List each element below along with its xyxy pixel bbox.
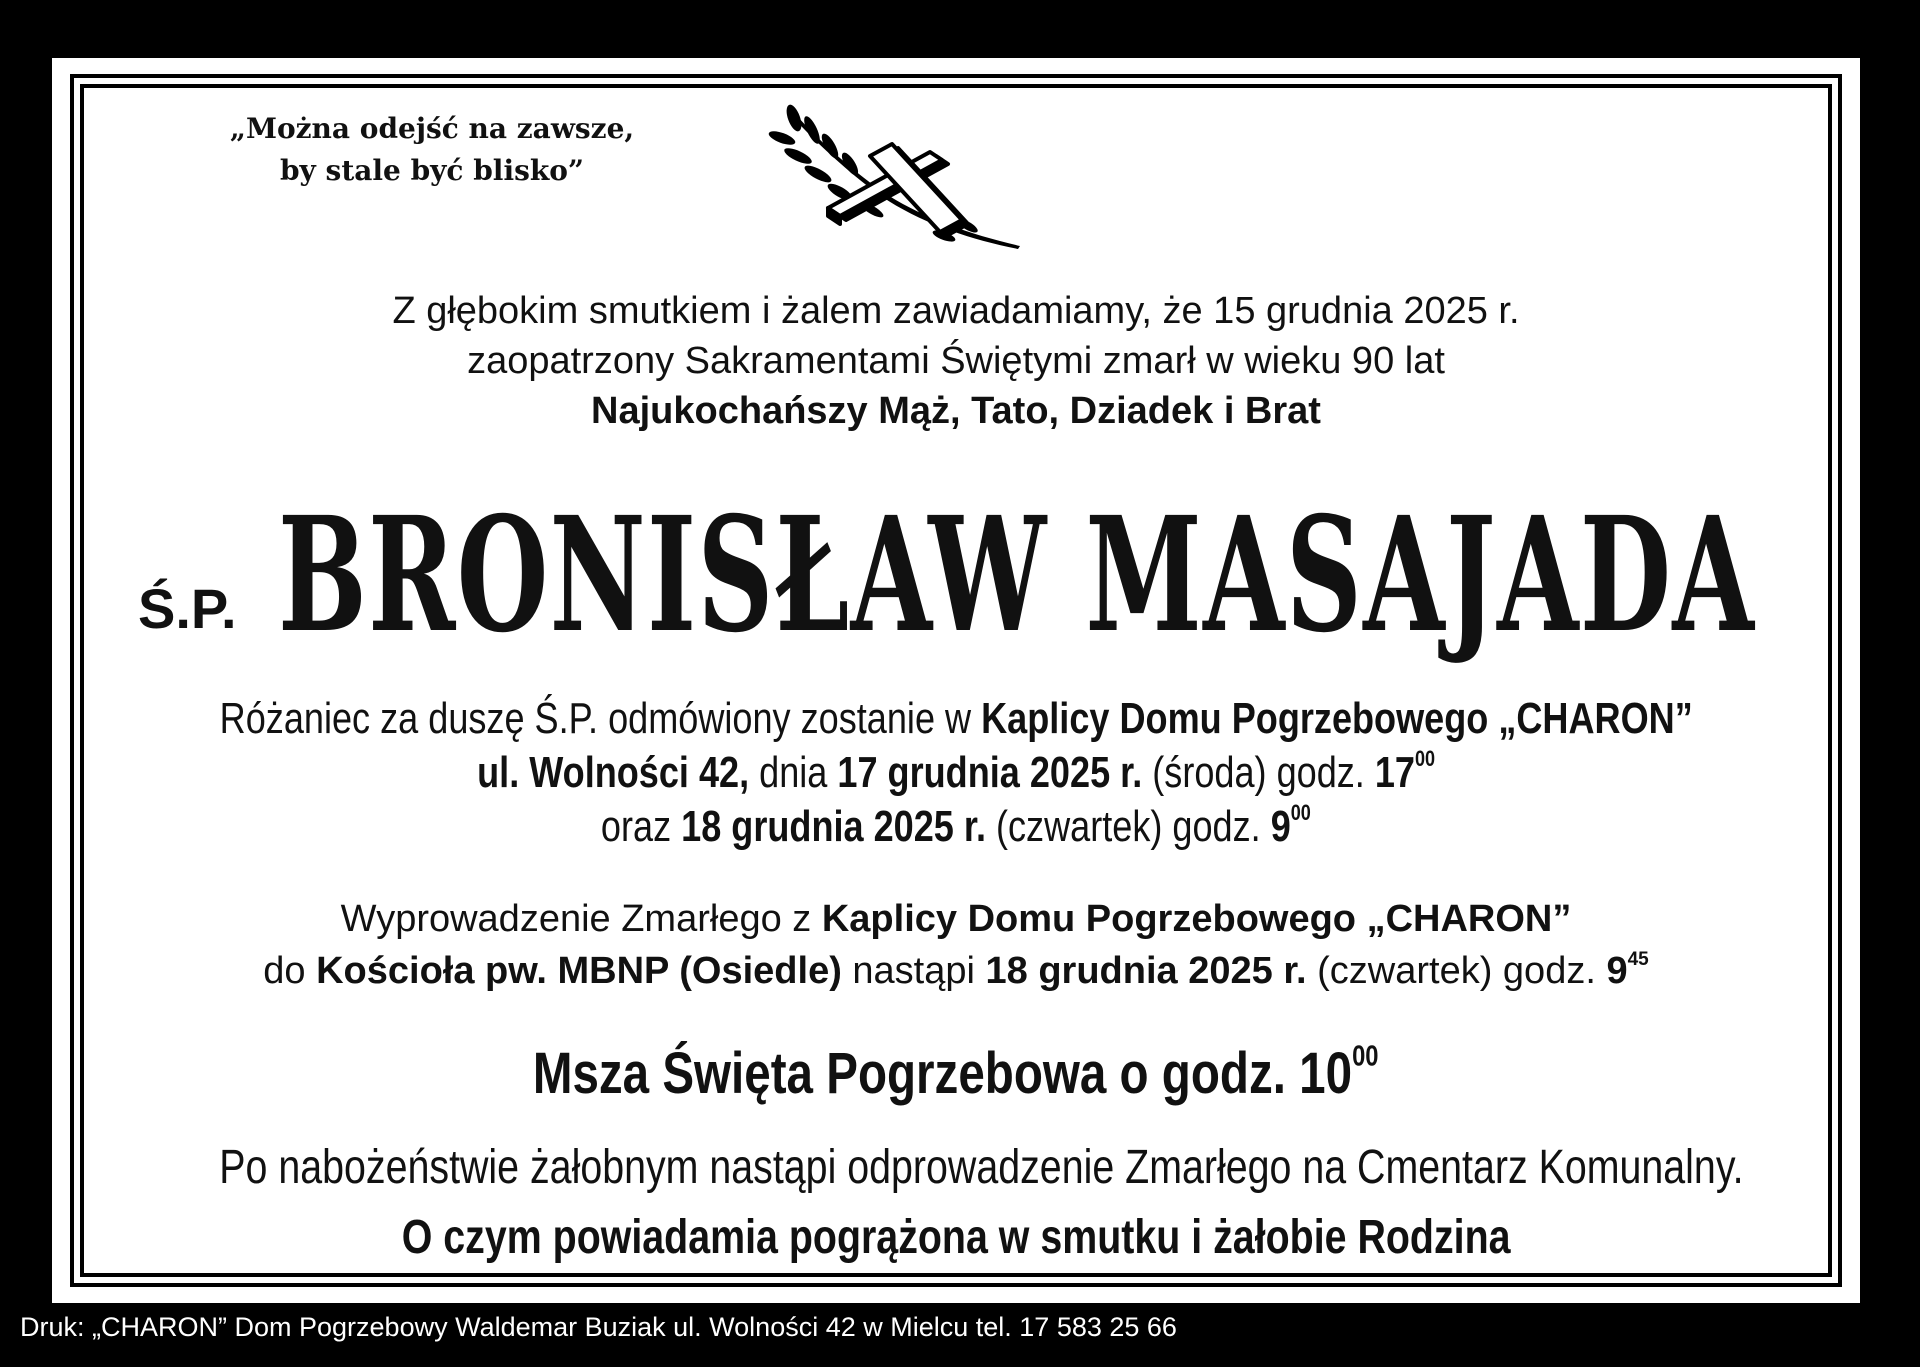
procession-line-1 xyxy=(52,898,1860,941)
rosary-text: Różaniec za duszę Ś.P. odmówiony zostanie w xyxy=(219,694,981,743)
rosary-place: Kaplicy Domu Pogrzebowego „CHARON” xyxy=(980,694,1693,743)
after-service-line xyxy=(52,1140,1860,1195)
procession-weekday: (czwartek) godz. xyxy=(1306,950,1607,992)
obituary-card xyxy=(52,58,1860,1303)
rosary-minutes-2: 00 xyxy=(1290,800,1311,826)
announcement-line-3: Najukochańszy Mąż, Tato, Dziadek i Brat xyxy=(591,390,1321,432)
motto xyxy=(152,108,712,192)
deceased-name: BRONISŁAW MASAJADA xyxy=(278,483,1756,668)
after-service-text: Po nabożeństwie żałobnym nastąpi odprowadzenie Zmarłego na Cmentarz Komunalny. xyxy=(219,1141,1744,1194)
announcement-line-1: Z głębokim smutkiem i żalem zawiadamiamy, że 15 grudnia 2025 r. xyxy=(392,290,1520,332)
motto-line-1: „Można odejść na zawsze, xyxy=(229,112,635,145)
procession-text: Wyprowadzenie Zmarłego z xyxy=(340,898,822,940)
rosary-address: ul. Wolności 42, xyxy=(477,748,750,797)
rosary-hour-2: 9 xyxy=(1270,802,1291,851)
family-text: O czym powiadamia pogrążona w smutku i żałobie Rodzina xyxy=(401,1211,1511,1264)
procession-text-will: nastąpi xyxy=(841,950,986,992)
rosary-line-2 xyxy=(52,748,1860,798)
rosary-date-1: 17 grudnia 2025 r. xyxy=(837,748,1143,797)
mass-minutes: 00 xyxy=(1352,1040,1379,1073)
rosary-hour-1: 17 xyxy=(1374,748,1415,797)
procession-text-to: do xyxy=(263,950,317,992)
procession-date: 18 grudnia 2025 r. xyxy=(985,950,1307,992)
rosary-line-1 xyxy=(52,694,1860,744)
procession-minutes: 45 xyxy=(1627,948,1649,970)
rosary-text-and: oraz xyxy=(601,802,682,851)
rosary-line-3 xyxy=(52,802,1860,852)
cross-with-palm-branch-icon xyxy=(768,104,1038,254)
rosary-date-2: 18 grudnia 2025 r. xyxy=(681,802,987,851)
procession-church: Kościoła pw. MBNP (Osiedle) xyxy=(316,950,842,992)
motto-line-2: by stale być blisko” xyxy=(279,154,585,187)
procession-hour: 9 xyxy=(1606,950,1628,992)
printer-footer: Druk: „CHARON” Dom Pogrzebowy Waldemar Buziak ul. Wolności 42 w Mielcu tel. 17 583 25 66 xyxy=(20,1312,1177,1342)
rosary-weekday-1: (środa) godz. xyxy=(1142,748,1375,797)
mass-line xyxy=(52,1040,1860,1107)
announcement-line-2: zaopatrzony Sakramentami Świętymi zmarł w wieku 90 lat xyxy=(467,340,1445,382)
rosary-text-day: dnia xyxy=(749,748,838,797)
mass-text: Msza Święta Pogrzebowa o godz. 10 xyxy=(533,1041,1353,1106)
deceased-prefix: Ś.P. xyxy=(138,577,237,640)
rosary-weekday-2: (czwartek) godz. xyxy=(986,802,1271,851)
rosary-minutes-1: 00 xyxy=(1414,746,1435,772)
family-line xyxy=(52,1210,1860,1265)
procession-place: Kaplicy Domu Pogrzebowego „CHARON” xyxy=(821,898,1572,940)
procession-line-2 xyxy=(52,950,1860,993)
